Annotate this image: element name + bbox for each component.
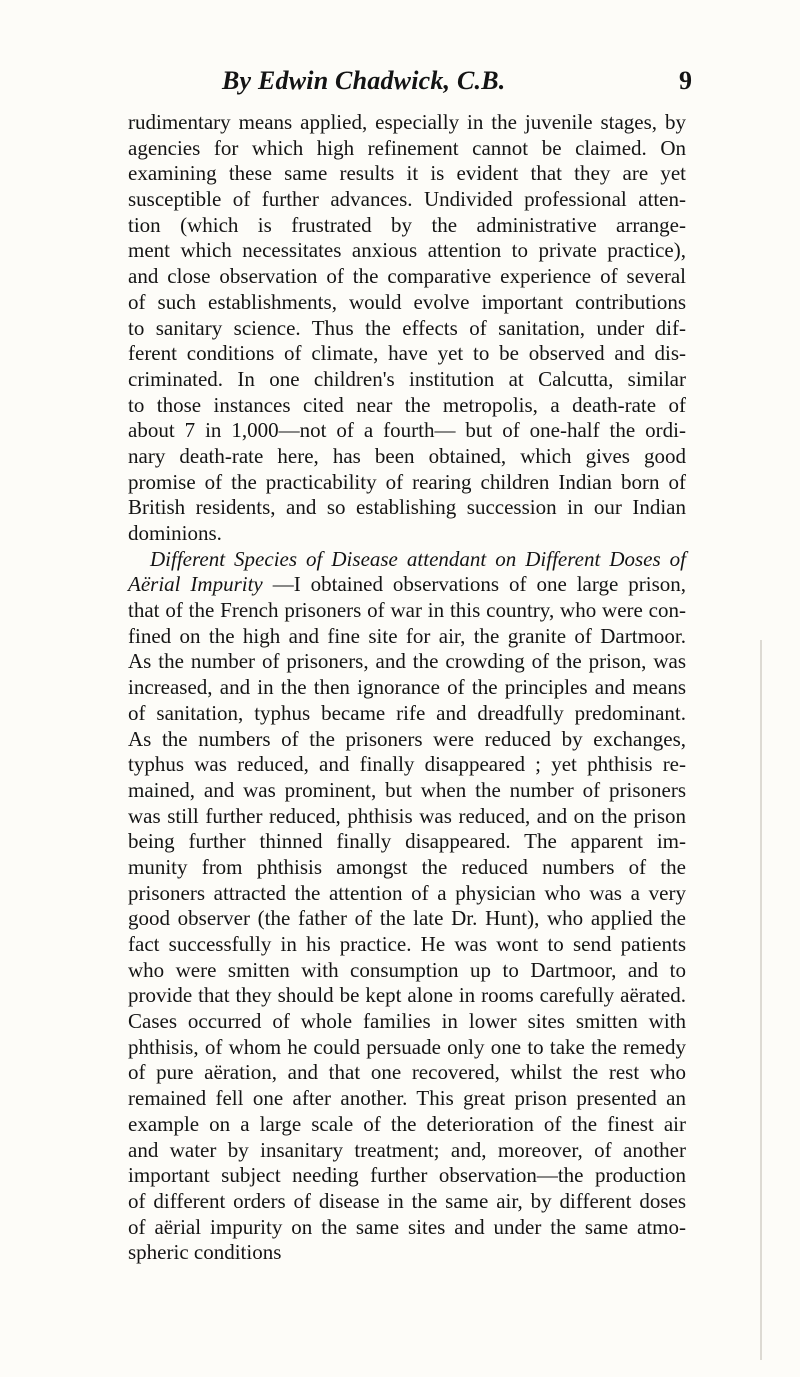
text-line: spheric conditions <box>128 1240 282 1265</box>
text-line: As the numbers of the prisoners were reduced by exchanges, <box>128 726 686 751</box>
text-line: agencies for which high refinement cannot be claimed. On <box>128 135 686 160</box>
text-line: rudimentary means applied, especially in the juvenile stages, by <box>128 110 686 134</box>
text-line: munity from phthisis amongst the reduced numbers of the <box>128 854 686 879</box>
text-line: increased, and in the then ignorance of the principles and means <box>128 675 686 700</box>
running-head <box>172 66 692 100</box>
text-line: promise of the practicability of rearing children Indian born of <box>128 469 686 494</box>
text-line: of aërial impurity on the same sites and under the same atmo- <box>128 1214 686 1239</box>
text-line: ment which necessitates anxious attention to private practice), <box>128 238 686 263</box>
text-line: Cases occurred of whole families in lower sites smitten with <box>128 1009 686 1034</box>
section-heading-rest: —I obtained observations of one large prison, <box>262 572 687 597</box>
text-line: mained, and was prominent, but when the number of prisoners <box>128 777 686 802</box>
text-line: tion (which is frustrated by the administrative arrange- <box>128 212 686 237</box>
text-line: of sanitation, typhus became rife and dreadfully predominant. <box>128 700 686 725</box>
text-line: dominions. <box>128 521 222 545</box>
text-line: provide that they should be kept alone in rooms carefully aërated. <box>128 983 686 1008</box>
text-line: criminated. In one children's institution at Calcutta, similar <box>128 366 686 391</box>
section-heading-line <box>128 572 686 598</box>
text-line: remained fell one after another. This great prison presented an <box>128 1086 686 1111</box>
text-line: to sanitary science. Thus the effects of sanitation, under dif- <box>128 315 686 340</box>
section-heading-line: Different Species of Disease attendant on Different Doses of <box>150 546 686 571</box>
text-line: fined on the high and fine site for air, the granite of Dartmoor. <box>128 623 686 648</box>
text-line: prisoners attracted the attention of a physician who was a very <box>128 880 686 905</box>
text-line: of different orders of disease in the same air, by different doses <box>128 1188 686 1213</box>
text-line: nary death-rate here, has been obtained, which gives good <box>128 443 686 468</box>
text-line: typhus was reduced, and finally disappeared ; yet phthisis re- <box>128 752 686 777</box>
text-line: who were smitten with consumption up to Dartmoor, and to <box>128 957 686 982</box>
text-line: British residents, and so establishing succession in our Indian <box>128 495 686 520</box>
text-line: ferent conditions of climate, have yet to be observed and dis- <box>128 341 686 366</box>
text-line: important subject needing further observation—the production <box>128 1163 686 1188</box>
body-text <box>128 110 686 1266</box>
text-line: to those instances cited near the metropolis, a death-rate of <box>128 392 686 417</box>
text-line: of pure aëration, and that one recovered, whilst the rest who <box>128 1060 686 1085</box>
text-line: susceptible of further advances. Undivided professional atten- <box>128 187 686 212</box>
text-line: and water by insanitary treatment; and, moreover, of another <box>128 1137 686 1162</box>
text-line: good observer (the father of the late Dr. Hunt), who applied the <box>128 906 686 931</box>
running-title: By Edwin Chadwick, C.B. <box>222 66 506 95</box>
text-line: As the number of prisoners, and the crowding of the prison, was <box>128 649 686 674</box>
page-number: 9 <box>679 66 692 95</box>
section-heading-italic: Aërial Impurity <box>128 572 263 597</box>
text-line: fact successfully in his practice. He was wont to send patients <box>128 932 686 956</box>
text-line: phthisis, of whom he could persuade only one to take the remedy <box>128 1034 686 1059</box>
text-line: example on a large scale of the deterioration of the finest air <box>128 1111 686 1136</box>
text-line: examining these same results it is evident that they are yet <box>128 161 686 186</box>
text-line: and close observation of the comparative experience of several <box>128 264 686 289</box>
text-line: that of the French prisoners of war in this country, who were con- <box>128 598 686 623</box>
text-line: of such establishments, would evolve important contributions <box>128 289 686 314</box>
text-line: being further thinned finally disappeared. The apparent im- <box>128 829 686 854</box>
text-line: was still further reduced, phthisis was reduced, and on the prison <box>128 803 686 828</box>
page-edge-shadow <box>760 640 762 1360</box>
text-line: about 7 in 1,000—not of a fourth— but of one-half the ordi- <box>128 418 686 443</box>
